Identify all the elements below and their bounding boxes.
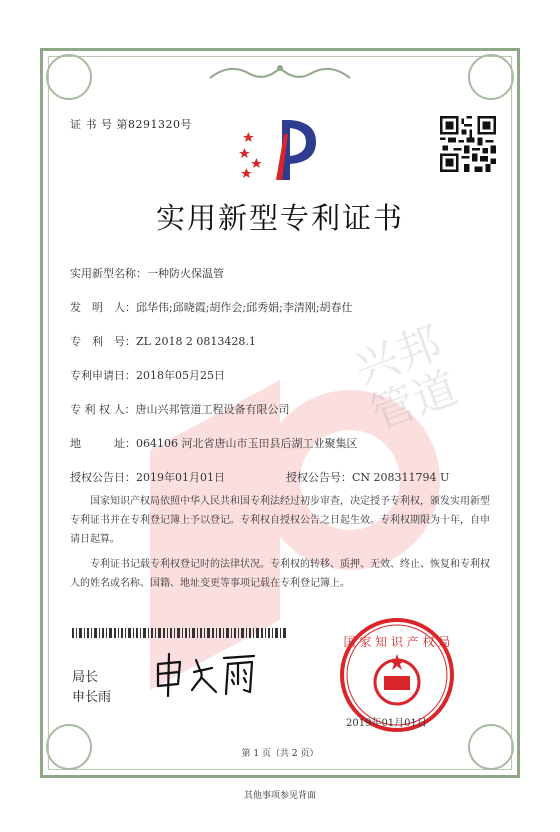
certificate-title: 实用新型专利证书 xyxy=(155,201,404,235)
field-value: 邱华伟;邱晓霞;胡作会;邱秀娟;李清刚;胡春仕 xyxy=(136,301,353,314)
field-label: 专利申请日： xyxy=(70,369,136,382)
field-value: ZL 2018 2 0813428.1 xyxy=(136,335,256,348)
field-grant-date xyxy=(70,469,225,485)
seal-date: 2019年01月01日 xyxy=(346,718,427,729)
field-name xyxy=(70,265,224,281)
field-address xyxy=(70,435,358,451)
field-value: CN 208311794 U xyxy=(352,471,450,484)
legal-paragraph: 国家知识产权局依照中华人民共和国专利法经过初步审查，决定授予专利权，颁发实用新型专利证书并在专利登记簿上予以登记。专利权自授权公告之日起生效。专利权期限为十年，自申请日起算。 xyxy=(70,496,490,545)
field-patent-number xyxy=(70,333,256,349)
director-name-label: 申长雨 xyxy=(72,690,112,705)
field-label: 授权公告号： xyxy=(286,471,352,484)
field-value: 064106 河北省唐山市玉田县后湖工业聚集区 xyxy=(136,437,358,450)
field-label: 专 利 号： xyxy=(70,335,136,348)
watermark-brand-text: 兴邦管道 xyxy=(347,317,465,441)
footer-note: 其他事项参见背面 xyxy=(243,791,316,801)
corner-ornament-icon xyxy=(46,54,92,100)
field-label: 地 址： xyxy=(70,437,136,450)
barcode-icon xyxy=(72,628,286,638)
field-label: 专 利 权 人： xyxy=(70,403,136,416)
cnipa-logo-icon xyxy=(238,114,318,186)
corner-ornament-icon xyxy=(468,54,514,100)
field-grant-number xyxy=(286,469,449,485)
field-patentee xyxy=(70,401,290,417)
field-label: 授权公告日： xyxy=(70,471,136,484)
field-value: 2019年01月01日 xyxy=(136,471,225,484)
qr-code-icon xyxy=(440,116,496,172)
field-filing-date xyxy=(70,367,225,383)
legal-paragraph: 专利证书记载专利权登记时的法律状况。专利权的转移、质押、无效、终止、恢复和专利权人的姓名或名称、国籍、地址变更等事项记载在专利登记簿上。 xyxy=(70,559,490,589)
director-title-label: 局长 xyxy=(72,670,99,685)
field-inventor xyxy=(70,299,353,315)
field-value: 唐山兴邦管道工程设备有限公司 xyxy=(135,403,290,416)
page-indicator: 第 1 页（共 2 页） xyxy=(241,749,319,759)
field-label: 发 明 人： xyxy=(70,301,136,314)
svg-text:国 家 知 识 产 权 局: 国 家 知 识 产 权 局 xyxy=(343,635,451,649)
handwritten-signature xyxy=(150,650,260,700)
field-value: 一种防火保温管 xyxy=(147,267,224,280)
top-flourish-icon xyxy=(205,60,355,84)
field-label: 实用新型名称： xyxy=(70,267,147,280)
field-value: 2018年05月25日 xyxy=(136,369,225,382)
certificate-number: 证 书 号 第8291320号 xyxy=(70,118,192,131)
